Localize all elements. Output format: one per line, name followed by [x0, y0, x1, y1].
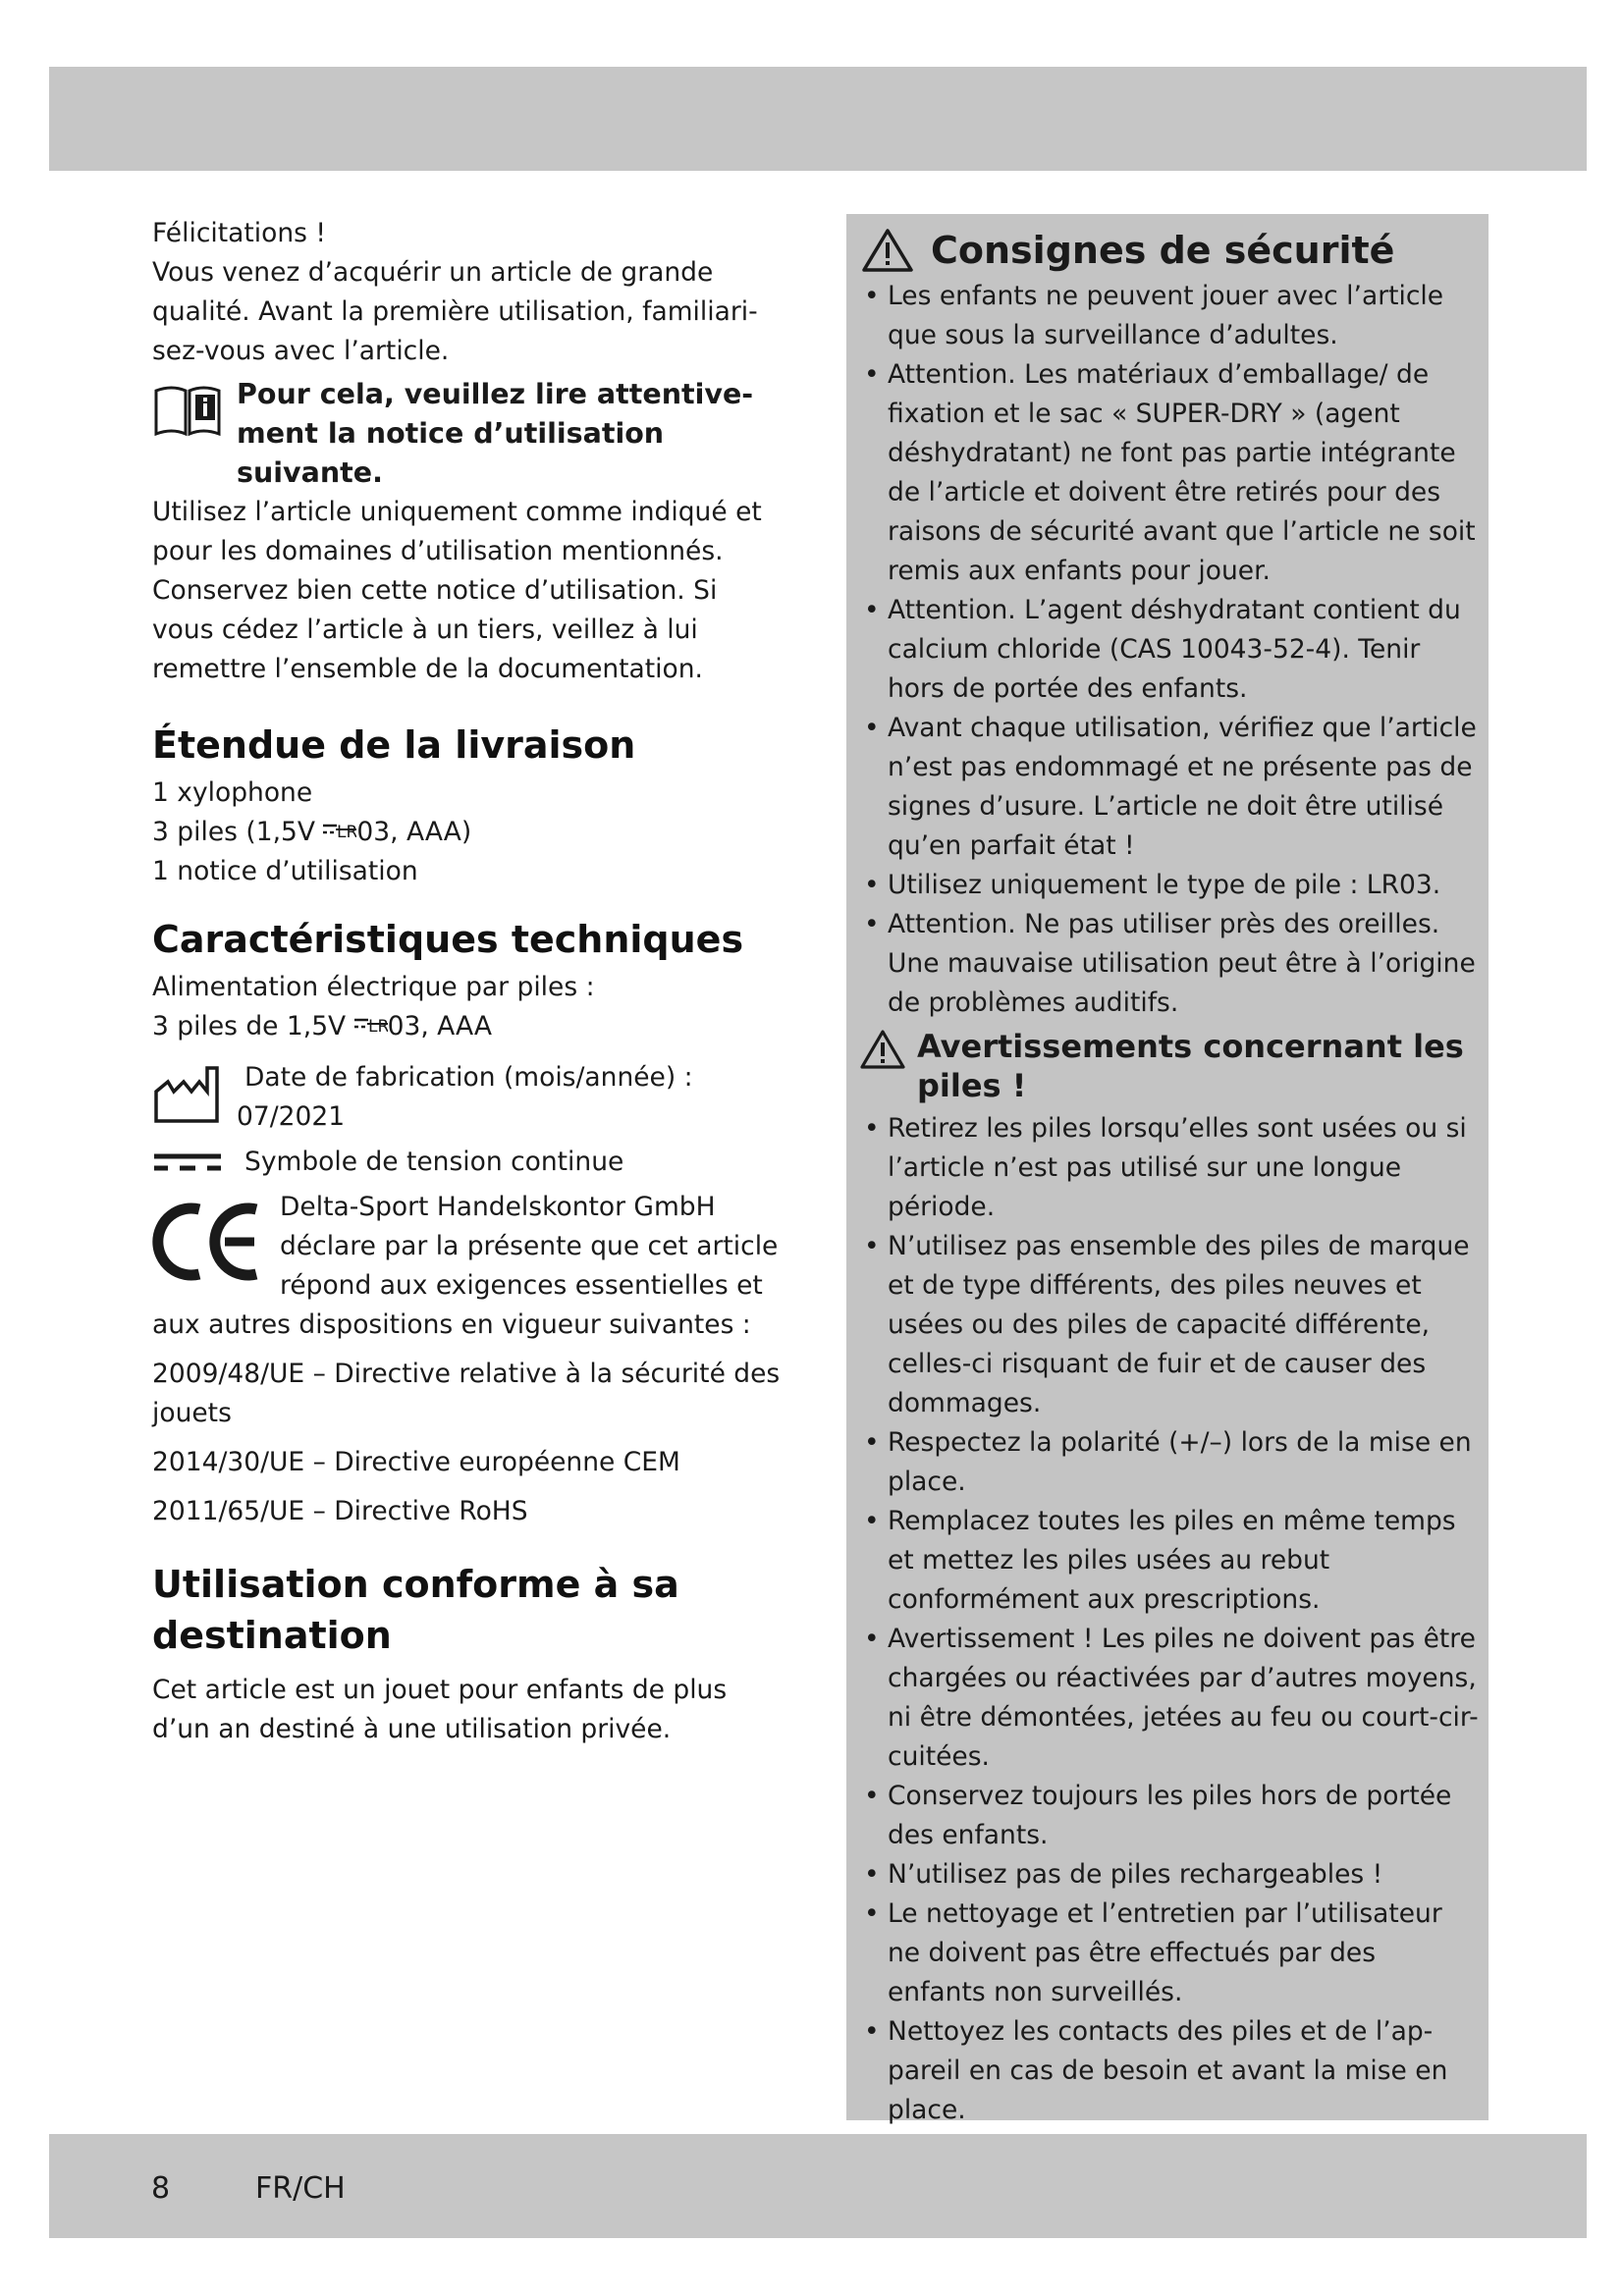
power-line-2-prefix: 3 piles de 1,5V [152, 1011, 354, 1041]
footer-bar [49, 2134, 1587, 2238]
header-bar [49, 67, 1587, 171]
safety-panel [846, 214, 1489, 2125]
factory-date-icon [152, 1062, 223, 1125]
battery-warning-heading [860, 1027, 1481, 1105]
directive-3: 2011/65/UE – Directive RoHS [152, 1496, 528, 1526]
ce-text-continued: aux autres dispositions en vigueur suivantes : [152, 1309, 751, 1340]
svg-text:LR: LR [337, 823, 357, 840]
safety-item: • Utilisez uniquement le type de pile : LR03. [852, 866, 1481, 905]
warning-triangle-icon [862, 228, 913, 273]
manufacture-label: Date de fabrication (mois/année) : [244, 1062, 693, 1093]
safety-title: Consignes de sécurité [931, 229, 1395, 272]
delivery-heading: Étendue de la livraison [152, 723, 636, 767]
dc-voltage-icon [152, 1143, 223, 1182]
directive-1: 2009/48/UE – Directive relative à la sécurité des jouets [152, 1359, 781, 1428]
battery-warning-item: • Respectez la polarité (+/–) lors de la mise en place. [852, 1423, 1481, 1502]
page-number: 8 [151, 2171, 171, 2206]
power-line-2 [152, 1007, 781, 1046]
battery-warning-item: • Conservez toujours les piles hors de portée des enfants. [852, 1777, 1481, 1855]
dc-symbol-label: Symbole de tension continue [244, 1147, 624, 1177]
power-line-2-suffix: 03, AAA [387, 1011, 493, 1041]
warning-triangle-icon [860, 1029, 905, 1070]
safety-item: • Attention. Ne pas utiliser près des oreilles. Une mauvaise utilisation peut être à l’origine de problèmes auditifs. [852, 905, 1481, 1023]
directive-2: 2014/30/UE – Directive européenne CEM [152, 1447, 680, 1477]
intro-paragraph: Vous venez d’acquérir un article de grande qualité. Avant la première utilisation, familiari-sez-vous avec l’article. [152, 257, 758, 366]
dc-lr-symbol [323, 813, 356, 852]
intended-use-heading: Utilisation conforme à sa destination [152, 1563, 679, 1657]
delivery-item-2-suffix: 03, AAA) [356, 817, 472, 847]
battery-warning-item: • Retirez les piles lorsqu’elles sont usées ou si l’article n’est pas utilisé sur une longue période. [852, 1109, 1481, 1227]
power-line-1: Alimentation électrique par piles : [152, 972, 595, 1002]
intended-use-text: Cet article est un jouet pour enfants de plus d’un an destiné à une utilisation privée. [152, 1675, 728, 1744]
book-info-icon [152, 383, 223, 438]
specs-heading: Caractéristiques techniques [152, 918, 744, 961]
ce-mark-icon [152, 1201, 262, 1282]
battery-warning-item: • Avertissement ! Les piles ne doivent pas être chargées ou réactivées par d’autres moyens, ni être démontées, jetées au feu ou court-cir-cuitées. [852, 1620, 1481, 1777]
greeting: Félicitations ! [152, 218, 326, 248]
battery-warning-item: • Le nettoyage et l’entretien par l’utilisateur ne doivent pas être effectués par des enfants non surveillés. [852, 1895, 1481, 2012]
dc-symbol-row [152, 1143, 781, 1182]
safety-heading [862, 228, 1481, 273]
safety-item: • Attention. L’agent déshydratant contient du calcium chloride (CAS 10043-52-4). Tenir hors de portée des enfants. [852, 591, 1481, 709]
ce-declaration [152, 1188, 781, 1306]
info-notice [152, 375, 781, 493]
svg-text:LR: LR [367, 1017, 388, 1035]
delivery-item-1: 1 xylophone [152, 777, 313, 808]
info-notice-text: Pour cela, veuillez lire attentive-ment la notice d’utilisation suivante. [237, 378, 754, 489]
battery-warning-title: Avertissements concernant les piles ! [917, 1028, 1464, 1104]
battery-warning-item: • N’utilisez pas de piles rechargeables ! [852, 1855, 1481, 1895]
manufacture-date: 07/2021 [237, 1101, 346, 1132]
usage-paragraph: Utilisez l’article uniquement comme indiqué et pour les domaines d’utilisation mentionnés. Conservez bien cette notice d’utilisation. Si vous cédez l’article à un tiers, veillez à lui remettre l’ensemble de la documentation. [152, 497, 762, 684]
safety-item: • Les enfants ne peuvent jouer avec l’article que sous la surveillance d’adultes. [852, 277, 1481, 355]
left-column [152, 214, 781, 1749]
safety-item: • Attention. Les matériaux d’emballage/ de fixation et le sac « SUPER-DRY » (agent déshydratant) ne font pas partie intégrante de l’article et doivent être retirés pour des raisons de sécurité avant que l’article ne soit remis aux enfants pour jouer. [852, 355, 1481, 591]
battery-warning-item: • N’utilisez pas ensemble des piles de marque et de type différents, des piles neuves et usées ou des piles de capacité différente, celles-ci risquant de fuir et de causer des dommages. [852, 1227, 1481, 1423]
safety-item: • Avant chaque utilisation, vérifiez que l’article n’est pas endommagé et ne présente pas de signes d’usure. L’article ne doit être utilisé qu’en parfait état ! [852, 709, 1481, 866]
delivery-item-3: 1 notice d’utilisation [152, 856, 418, 886]
manufacture-date-row [152, 1058, 781, 1137]
ce-text: Delta-Sport Handelskontor GmbH déclare par la présente que cet article répond aux exigences essentielles et [280, 1192, 779, 1301]
battery-warning-list [852, 1109, 1481, 2130]
battery-warning-item: • Remplacez toutes les piles en même temps et mettez les piles usées au rebut conformément aux prescriptions. [852, 1502, 1481, 1620]
language-code: FR/CH [255, 2171, 346, 2206]
safety-list [852, 277, 1481, 1023]
dc-lr-symbol [354, 1007, 388, 1046]
delivery-item-2-prefix: 3 piles (1,5V [152, 817, 324, 847]
delivery-item-2 [152, 813, 781, 852]
safety-content [852, 228, 1481, 2130]
battery-warning-item: • Nettoyez les contacts des piles et de l’ap-pareil en cas de besoin et avant la mise en place. [852, 2012, 1481, 2130]
